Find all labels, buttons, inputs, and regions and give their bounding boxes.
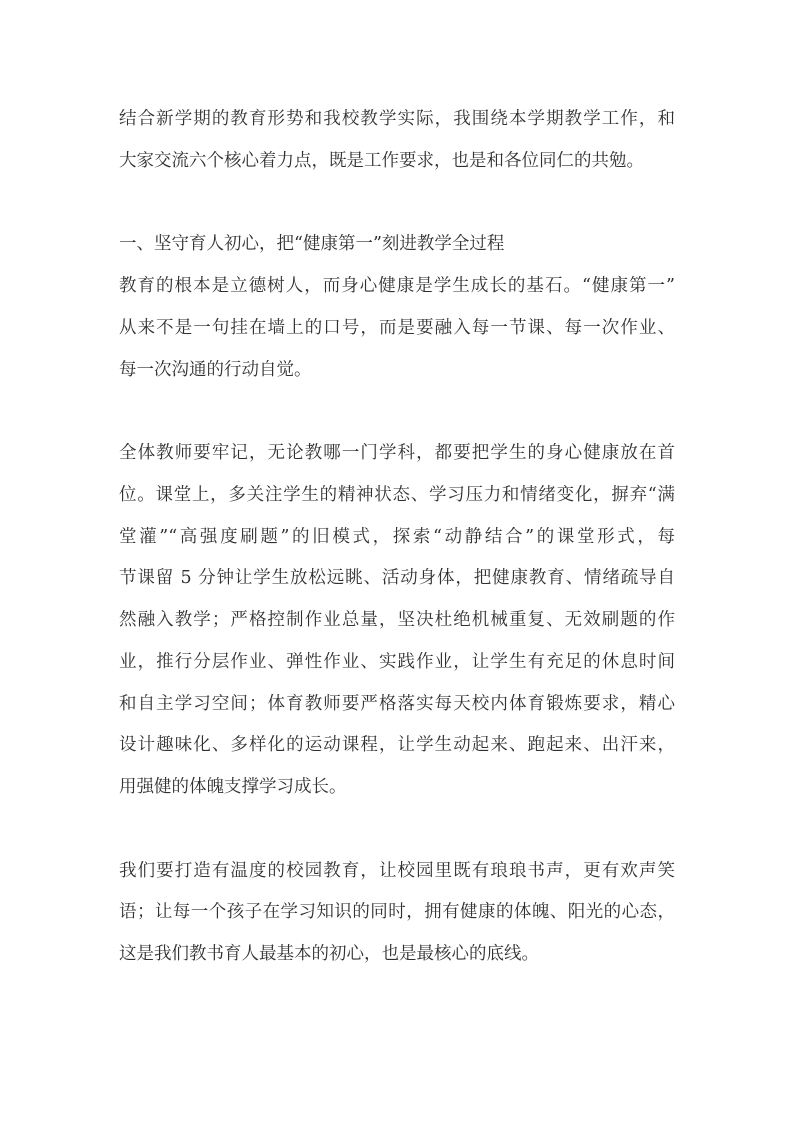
blank-line <box>119 183 675 225</box>
blank-line <box>119 391 675 433</box>
body-text-line: 业，推行分层作业、弹性作业、实践作业，让学生有充足的休息时间 <box>119 651 675 672</box>
body-text-line: 全体教师要牢记，无论教哪一门学科，都要把学生的身心健康放在首 <box>119 443 675 463</box>
body-text-line: 和自主学习空间；体育教师要严格落实每天校内体育锻炼要求，精心 <box>119 693 675 714</box>
blank-line <box>119 809 675 851</box>
body-text-line: 这是我们教书育人最基本的初心，也是最核心的底线。 <box>119 944 539 964</box>
body-text-line: 教育的根本是立德树人，而身心健康是学生成长的基石。“健康第一” <box>119 276 675 296</box>
body-text-line: 节课留 5 分钟让学生放松远眺、活动身体，把健康教育、情绪疏导自 <box>119 568 675 589</box>
body-text-line: 结合新学期的教育形势和我校教学实际，我围绕本学期教学工作，和 <box>119 109 675 129</box>
body-text-line: 然融入教学；严格控制作业总量，坚决杜绝机械重复、无效刷题的作 <box>119 610 675 630</box>
body-text-line: 堂灌”“高强度刷题”的旧模式，探索“动静结合”的课堂形式，每 <box>119 526 675 547</box>
body-text-line: 从来不是一句挂在墙上的口号，而是要融入每一节课、每一次作业、 <box>119 317 675 338</box>
body-text-line: 位。课堂上，多关注学生的精神状态、学习压力和情绪变化，摒弃“满 <box>119 484 675 505</box>
body-text-line: 我们要打造有温度的校园教育，让校园里既有琅琅书声，更有欢声笑 <box>119 860 675 881</box>
body-text-line: 大家交流六个核心着力点，既是工作要求，也是和各位同仁的共勉。 <box>119 150 644 171</box>
body-text-line: 语；让每一个孩子在学习知识的同时，拥有健康的体魄、阳光的心态， <box>119 902 675 923</box>
body-text-line: 用强健的体魄支撑学习成长。 <box>119 777 347 797</box>
body-text-line: 每一次沟通的行动自觉。 <box>119 359 312 380</box>
section-heading: 一、坚守育人初心，把“健康第一”刻进教学全过程 <box>119 234 505 255</box>
body-text-line: 设计趣味化、多样化的运动课程，让学生动起来、跑起来、出汗来， <box>119 735 675 756</box>
document-body <box>119 99 675 976</box>
